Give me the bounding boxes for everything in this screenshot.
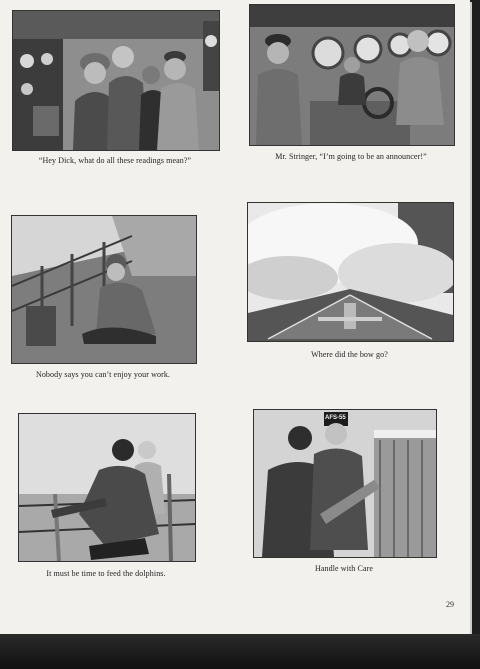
photo-readings-scene <box>13 11 219 150</box>
photo-enjoy-work-scene <box>12 216 196 363</box>
photo-bow <box>247 202 454 342</box>
photo-handle-care-scene <box>254 410 436 557</box>
photo-bow-scene <box>248 203 453 341</box>
hat-lettering: AFS-55 <box>325 415 346 421</box>
caption-bow: Where did the bow go? <box>311 350 388 359</box>
photo-handle-care <box>253 409 437 558</box>
photo-dolphins <box>18 413 196 562</box>
photo-dolphins-scene <box>19 414 195 561</box>
photo-announcer-scene <box>250 5 454 145</box>
caption-readings: “Hey Dick, what do all these readings mean?” <box>38 156 192 165</box>
caption-enjoy-work: Nobody says you can’t enjoy your work. <box>35 370 171 379</box>
page-number: 29 <box>446 600 454 609</box>
caption-handle-care: Handle with Care <box>314 564 374 573</box>
photo-enjoy-work <box>11 215 197 364</box>
caption-announcer: Mr. Stringer, “I’m going to be an announcer!” <box>275 152 427 161</box>
photo-announcer <box>249 4 455 146</box>
photo-readings <box>12 10 220 151</box>
caption-dolphins: It must be time to feed the dolphins. <box>46 569 166 578</box>
binding-shadow <box>0 634 480 669</box>
